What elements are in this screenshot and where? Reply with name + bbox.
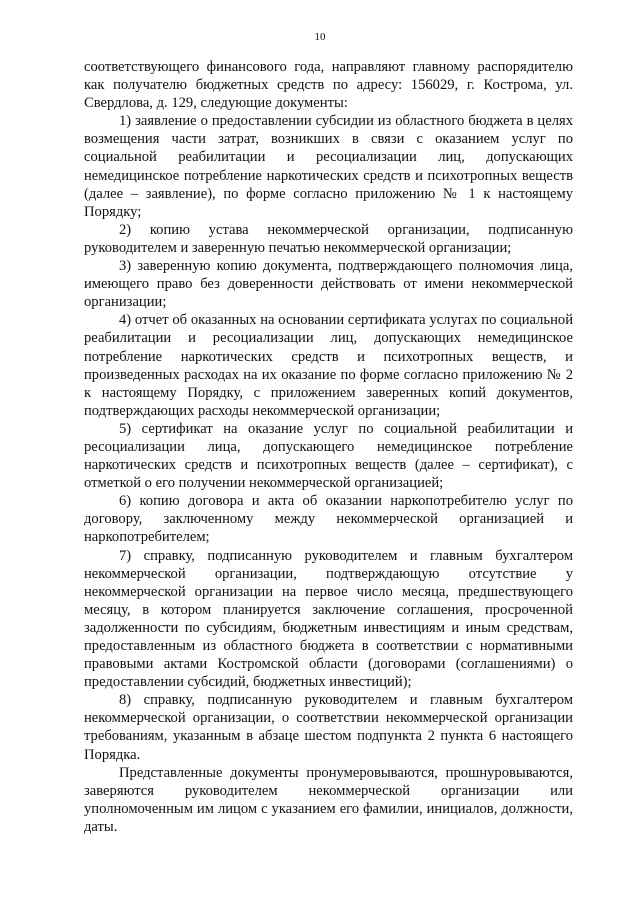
- paragraph-closing: Представленные документы пронумеровываются, прошнуровываются, заверяются руководителем некоммерческой организации или уполномоченным им лицом с указанием его фамилии, инициалов, должности, даты.: [84, 764, 573, 835]
- list-item-2: 2) копию устава некоммерческой организации, подписанную руководителем и заверенную печатью некоммерческой организации;: [84, 221, 573, 256]
- list-item-5: 5) сертификат на оказание услуг по социальной реабилитации и ресоциализации лица, допускающего немедицинское потребление наркотических средств и психотропных веществ (далее – сертификат), с отметкой о его получении некоммерческой организацией;: [84, 420, 573, 492]
- page-number: 10: [314, 31, 326, 43]
- list-item-4: 4) отчет об оказанных на основании сертификата услугах по социальной реабилитации и ресоциализации лиц, допускающих немедицинское потребление наркотических средств и психотропных веществ, и произведенных расходах на их оказание по форме согласно приложению № 2 к настоящему Порядку, с приложением заверенных копий документов, подтверждающих расходы некоммерческой организации;: [84, 312, 573, 419]
- list-item-3: 3) заверенную копию документа, подтверждающего полномочия лица, имеющего право без доверенности действовать от имени некоммерческой организации;: [84, 258, 573, 311]
- list-item-6: 6) копию договора и акта об оказании наркопотребителю услуг по договору, заключенному между некоммерческой организацией и наркопотребителем;: [84, 493, 573, 546]
- paragraph-intro: соответствующего финансового года, направляют главному распорядителю как получателю бюджетных средств по адресу: 156029, г. Кострома, ул. Свердлова, д. 129, следующие документы:: [84, 59, 573, 112]
- list-item-1: 1) заявление о предоставлении субсидии из областного бюджета в целях возмещения части затрат, возникших в связи с оказанием услуг по социальной реабилитации и ресоциализации лиц, допускающих немедицинское потребление наркотических средств и психотропных веществ (далее – заявление), по форме согласно приложению № 1 к настоящему Порядку;: [84, 113, 573, 220]
- list-item-8: 8) справку, подписанную руководителем и главным бухгалтером некоммерческой организации, о соответствии некоммерческой организации требованиям, указанным в абзаце шестом подпункта 2 пункта 6 настоящего Порядка.: [84, 692, 573, 763]
- document-body: [84, 58, 573, 836]
- list-item-7: 7) справку, подписанную руководителем и главным бухгалтером некоммерческой организации, подтверждающую отсутствие у некоммерческой организации на первое число месяца, предшествующего месяцу, в котором планируется заключение соглашения, просроченной задолженности по субсидиям, бюджетным инвестициям и иным средствам, предоставленным из областного бюджета в соответствии с нормативными правовыми актами Костромской области (договорами (соглашениями) о предоставлении субсидий, бюджетных инвестиций);: [84, 547, 573, 691]
